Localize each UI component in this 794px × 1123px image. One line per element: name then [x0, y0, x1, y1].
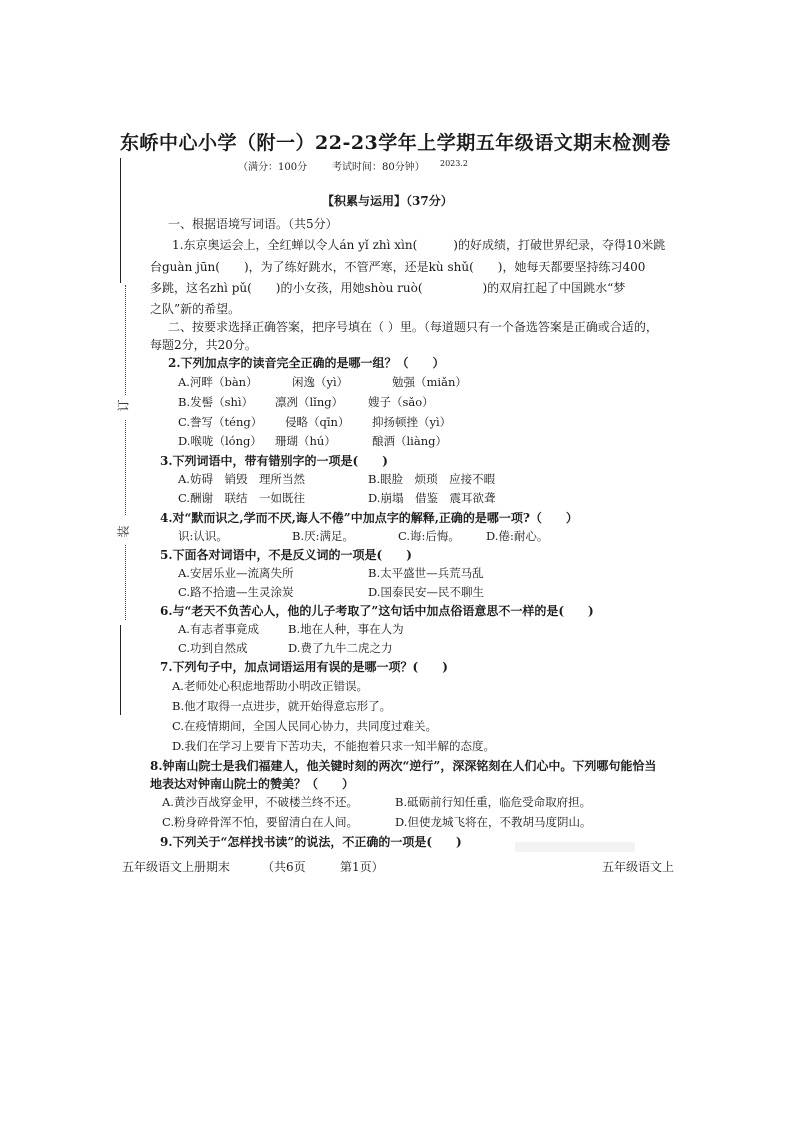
q2-opt-c1: C.誊写（téng） — [178, 415, 263, 429]
exam-title: 东峤中心小学（附一）22-23学年上学期五年级语文期末检测卷 — [120, 132, 671, 154]
q1-line-3: 多跳，这名zhì pǔ( )的小女孩，用她shòu ruò( )的双肩扛起了中国跳水“梦 — [150, 281, 626, 295]
q2-opt-b3: 嫂子（sǎo） — [368, 395, 434, 409]
q8-stem-2: 地表达对钟南山院士的赞美？（ ） — [150, 777, 355, 791]
binding-dotted-1 — [125, 285, 126, 395]
q5-opt-c: C.路不拾遗—生灵涂炭 — [178, 585, 294, 599]
q5-opt-d: D.国泰民安—民不聊生 — [368, 585, 484, 599]
q4-opt-d: D.倦:耐心。 — [486, 529, 549, 543]
scan-smudge — [515, 842, 635, 852]
q3-opt-c: C.酬谢 联结 一如既往 — [178, 491, 306, 505]
q5-opt-a: A.安居乐业—流离失所 — [178, 566, 294, 580]
q2-stem: 2.下列加点字的读音完全正确的是哪一组？（ ） — [168, 356, 445, 370]
q7-stem: 7.下列句子中，加点词语运用有误的是哪一项？( ) — [160, 660, 448, 674]
q2-opt-b2: 凛冽（lǐng） — [275, 395, 344, 409]
part2-title-2: 每题2分，共20分。 — [150, 338, 257, 352]
q7-opt-a: A.老师处心积虑地帮助小明改正错误。 — [172, 679, 368, 693]
q1-line-4: 之队”新的希望。 — [150, 302, 241, 316]
q2-opt-a3: 勉强（miǎn） — [392, 375, 467, 389]
footer-page-number: 第1页） — [340, 860, 384, 874]
q1-line-2: 台guàn jūn( )，为了练好跳水，不管严寒，还是kù shǔ( )，她每天都要坚持练习400 — [150, 260, 646, 274]
binding-line-top — [120, 158, 121, 283]
q7-opt-d: D.我们在学习上要肯下苦功夫，不能抱着只求一知半解的态度。 — [172, 739, 495, 753]
q7-opt-b: B.他才取得一点进步，就开始得意忘形了。 — [172, 699, 392, 713]
q8-opt-d: D.但使龙城飞将在，不教胡马度阴山。 — [395, 815, 592, 829]
part1-title: 一、根据语境写词语。（共5分） — [168, 217, 338, 231]
footer-left: 五年级语文上册期末 — [122, 860, 231, 874]
q5-opt-b: B.太平盛世—兵荒马乱 — [368, 566, 484, 580]
q5-stem: 5.下面各对词语中，不是反义词的一项是( ) — [160, 548, 412, 562]
full-score: （满分：100分 — [238, 162, 308, 173]
q2-opt-a2: 闲逸（yì） — [292, 375, 349, 389]
q4-stem: 4.对“默而识之,学而不厌,诲人不倦”中加点字的解释,正确的是哪一项?（ ） — [160, 511, 578, 525]
q3-opt-d: D.崩塌 借鉴 震耳欲聋 — [368, 491, 496, 505]
q3-opt-b: B.眼脸 烦琐 应接不暇 — [368, 472, 496, 486]
q2-opt-b1: B.发髻（shì） — [178, 395, 254, 409]
q9-stem: 9.下列关于“怎样找书读”的说法，不正确的一项是( ) — [160, 835, 462, 849]
binding-char-ding: 订 — [116, 399, 131, 412]
q8-opt-b: B.砥砺前行知任重，临危受命取府担。 — [395, 795, 592, 809]
q2-opt-c3: 抑扬顿挫（yì） — [372, 415, 452, 429]
q6-opt-c: C.功到自然成 — [178, 641, 248, 655]
q6-opt-d: D.费了九牛二虎之力 — [288, 641, 393, 655]
binding-dotted-3 — [125, 545, 126, 620]
q4-opt-b: B.厌:满足。 — [292, 529, 354, 543]
binding-char-zhuang: 装 — [116, 525, 131, 538]
q8-opt-a: A.黄沙百战穿金甲，不破楼兰终不还。 — [162, 795, 358, 809]
exam-date: 2023.2 — [440, 159, 468, 168]
q8-stem-1: 8.钟南山院士是我们福建人，他关键时刻的两次“逆行”，深深铭刻在人们心中。下列哪句能恰当 — [150, 759, 657, 773]
binding-dotted-2 — [125, 420, 126, 515]
q6-stem: 6.与“老天不负苦心人，他的儿子考取了”这句话中加点俗语意思不一样的是( ) — [160, 604, 594, 618]
exam-time: 考试时间：80分钟） — [332, 162, 425, 173]
q2-opt-d3: 酿酒（liàng） — [372, 434, 447, 448]
footer-right: 五年级语文上 — [602, 860, 675, 874]
binding-line-bottom — [120, 625, 121, 715]
q4-opt-c: C.诲:后悔。 — [398, 529, 460, 543]
q1-line-1: 1.东京奥运会上，全红蝉以令人án yǐ zhì xìn( )的好成绩，打破世界纪录，夺得10米跳 — [172, 238, 666, 252]
q2-opt-d2: 珊瑚（hú） — [275, 434, 336, 448]
q7-opt-c: C.在疫情期间，全国人民同心协力，共同度过难关。 — [172, 719, 438, 733]
footer-pages: （共6页 — [262, 860, 306, 874]
q2-opt-a1: A.河畔（bàn） — [178, 375, 258, 389]
q4-opt-a: 识:认识。 — [178, 529, 228, 543]
section-heading: 【积累与运用】（37分） — [322, 194, 453, 208]
q6-opt-a: A.有志者事竟成 — [178, 622, 259, 636]
q2-opt-c2: 侵略（qīn） — [285, 415, 350, 429]
q2-opt-d1: D.喉咙（lóng） — [178, 434, 262, 448]
part2-title: 二、按要求选择正确答案，把序号填在（ ）里。（每道题只有一个备选答案是正确或合适的， — [168, 320, 658, 334]
q8-opt-c: C.粉身碎骨浑不怕，要留清白在人间。 — [162, 815, 359, 829]
q6-opt-b: B.地在人种，事在人为 — [288, 622, 404, 636]
q3-stem: 3.下列词语中，带有错别字的一项是( ) — [160, 454, 388, 468]
q3-opt-a: A.妨碍 销毁 理所当然 — [178, 472, 305, 486]
